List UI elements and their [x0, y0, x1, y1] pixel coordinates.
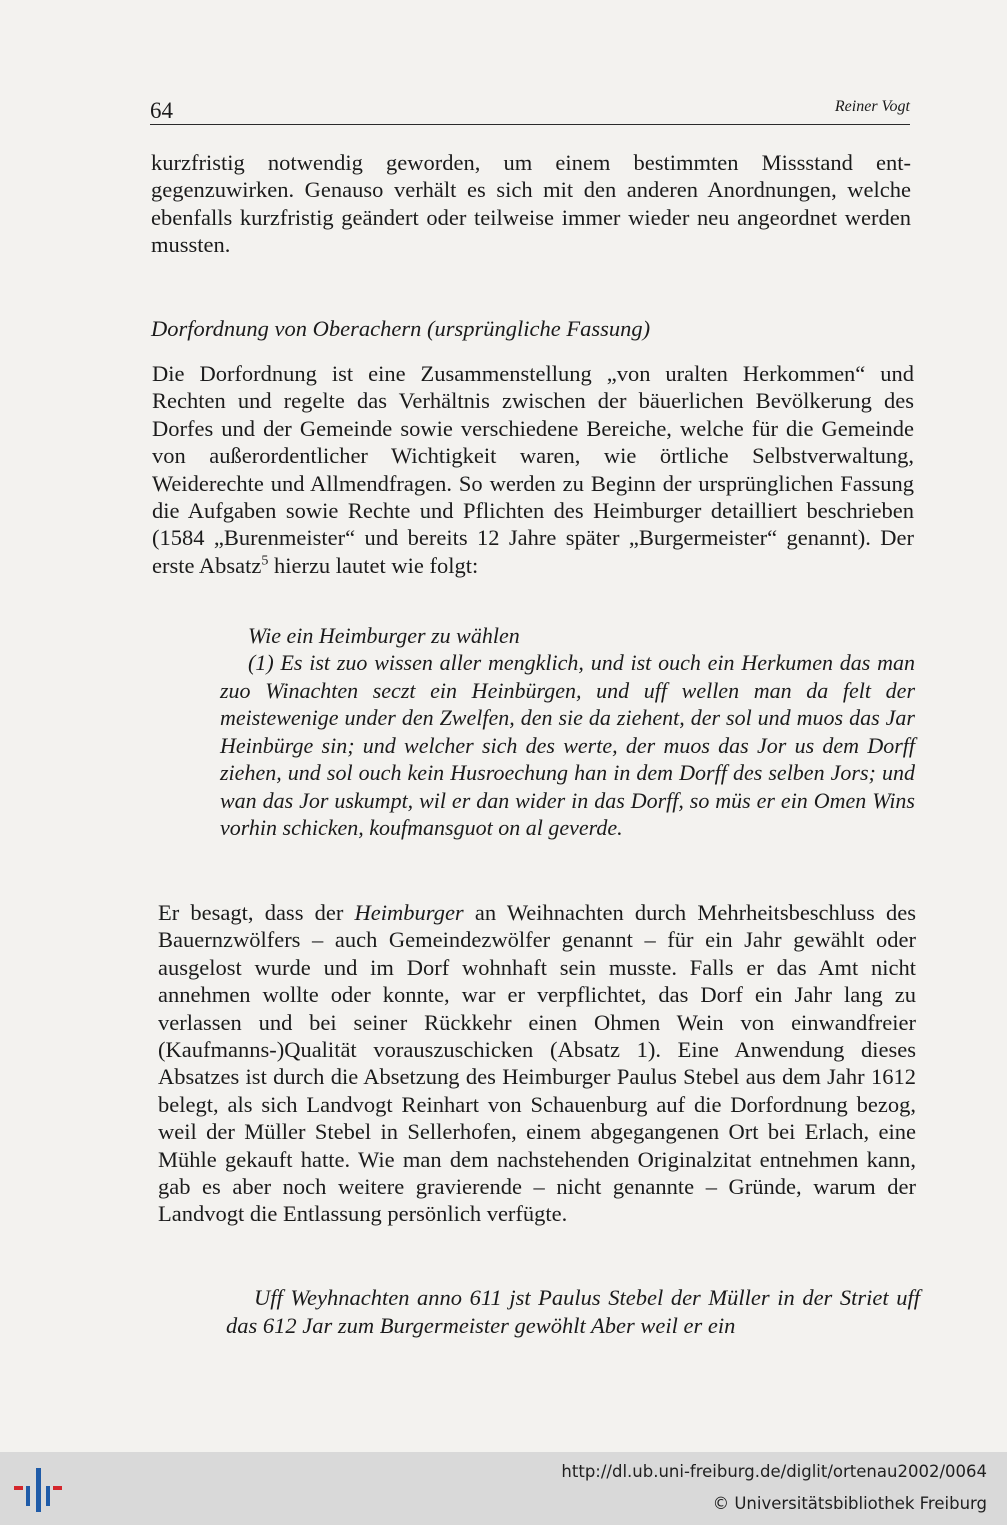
- paragraph-heimburger: [158, 899, 916, 1228]
- paragraph-heimburger-start: Er besagt, dass der: [158, 900, 355, 925]
- footnote-marker: 5: [261, 553, 269, 569]
- page-header: [150, 96, 910, 126]
- paragraph-intro: kurzfristig notwendig geworden, um einem bestimmten Missstand entgegenzuwirken. Genauso verhält es sich mit den anderen Anordnungen, welche ebenfalls kurzfristig geändert oder teilweise immer wieder neu angeordnet werden mussten.: [151, 150, 911, 258]
- quote-body: (1) Es ist zuo wissen aller mengklich, und ist ouch ein Herkumen das man zuo Winachten seczt ein Heinbürgen, und uff wellen man da felt der meistewenige under den Zwelfen, den sie da ziehent, der sol und muos das Jar Heinbürge sin; und welcher sich des werte, der muos das Jor us dem Dorff ziehen, und sol ouch kein Husroechung han in dem Dorff des selben Jors; und wan das Jor uskumpt, wil er dan wider in das Dorff, so müs er ein Omen Wins vorhin schicken, koufmansguot on al geverde.: [220, 650, 915, 840]
- header-rule: [150, 124, 910, 125]
- paragraph-heimburger-rest: an Weihnachten durch Mehrheitsbeschluss des Bauernzwölfers – auch Gemeindezwölfer genannt – für ein Jahr gewählt oder ausgelost wurde und im Dorf wohnhaft sein musste. Falls er das Amt nicht annehmen wollte oder konnte, war er verpflichtet, das Dorf ein Jahr lang zu verlassen und bei seiner Rückkehr einen Ohmen Wein von einwandfreier (Kaufmanns-)Qualität vorauszuschicken (Absatz 1). Eine Anwendung dieses Absatzes ist durch die Absetzung des Heimburger Paulus Stebel aus dem Jahr 1612 belegt, als sich Landvogt Reinhart von Schauenburg auf die Dorfordnung bezog, weil der Müller Stebel in Sellerhofen, einem abgegangenen Ort bei Erlach, eine Mühle gekauft hatte. Wie man dem nachstehenden Originalzitat entnehmen kann, gab es aber noch weitere gravierende – nicht genannte – Gründe, warum der Landvogt die Entlassung persönlich verfügte.: [158, 900, 916, 1227]
- copyright-notice: © Universitätsbibliothek Freiburg: [712, 1494, 987, 1513]
- quote-title: Wie ein Heimburger zu wählen: [248, 623, 520, 648]
- paragraph-dorfordnung-end: hierzu lautet wie folgt:: [268, 552, 479, 578]
- source-url-link[interactable]: http://dl.ub.uni-freiburg.de/diglit/ortenau2002/0064: [561, 1462, 987, 1481]
- page-number: 64: [150, 98, 173, 123]
- ub-freiburg-logo-icon[interactable]: [12, 1464, 64, 1514]
- paragraph-dorfordnung: [152, 360, 914, 579]
- paragraph-heimburger-emphasis: Heimburger: [354, 900, 464, 925]
- quote-stebel: Uff Weyhnachten anno 611 jst Paulus Stebel der Müller in der Striet uff das 612 Jar zum Burgermeister gewöhlt Aber weil er ein: [226, 1285, 920, 1338]
- footer-bar: [0, 1452, 1007, 1525]
- paragraph-dorfordnung-text: Die Dorfordnung ist eine Zusammenstellung „von uralten Herkommen“ und Rechten und regelte das Verhältnis zwischen der bäuerlichen Bevölkerung des Dorfes und der Gemeinde sowie verschiedene Bereiche, welche für die Gemeinde von außerordentlicher Wichtigkeit waren, wie örtliche Selbstverwaltung, Weiderechte und Allmendfragen. So werden zu Beginn der ursprünglichen Fassung die Aufgaben sowie Rechte und Pflichten des Heimburger detailliert beschrieben (1584 „Burenmeister“ und bereits 12 Jahre später „Burgermeister“ genannt). Der erste Absatz: [152, 361, 914, 578]
- running-head-author: Reiner Vogt: [834, 98, 910, 115]
- section-heading: Dorfordnung von Oberachern (ursprüngliche Fassung): [151, 316, 651, 341]
